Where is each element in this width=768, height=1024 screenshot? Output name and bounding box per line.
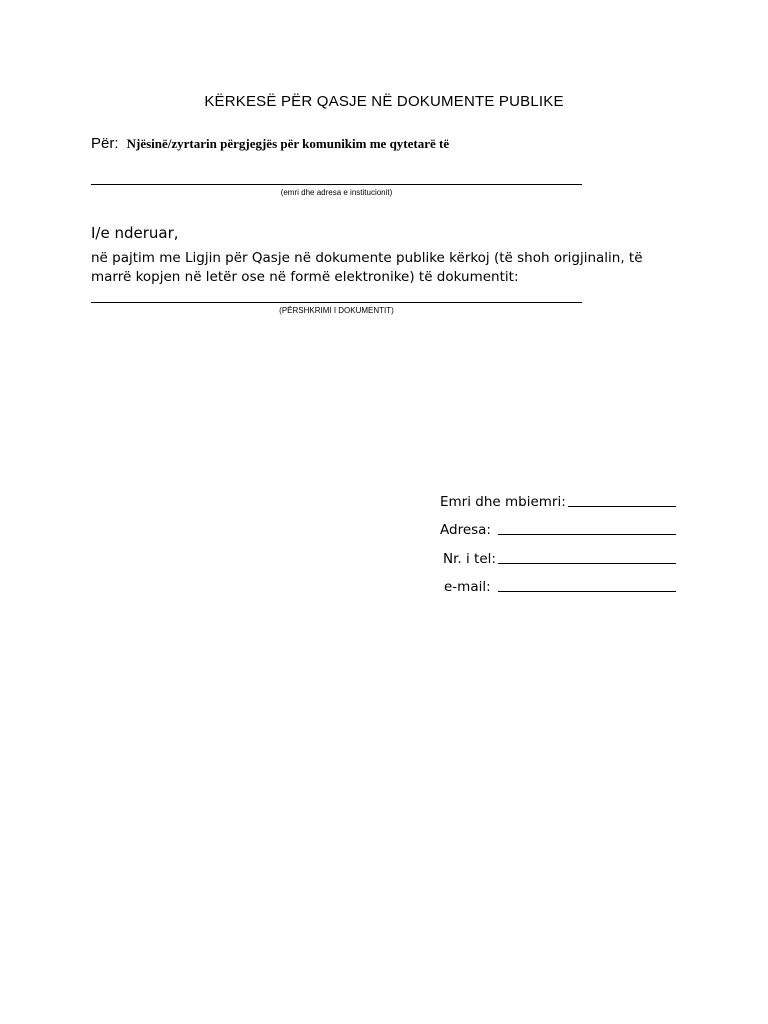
document-blank-line [91, 302, 582, 303]
signature-label-address: Adresa: [440, 522, 491, 538]
request-body: në pajtim me Ligjin për Qasje në dokumente publike kërkoj (të shoh origjinalin, të marrë kopjen në letër ose në formë elektronike) të dokumentit: [91, 250, 643, 285]
signature-field-phone [443, 551, 683, 567]
signature-blank-address [498, 534, 676, 535]
document-caption: (PËRSHKRIMI I DOKUMENTIT) [279, 306, 394, 315]
greeting: I/e nderuar, [91, 224, 179, 242]
document-title: KËRKESË PËR QASJE NË DOKUMENTE PUBLIKE [204, 93, 564, 110]
signature-label-email: e-mail: [444, 579, 491, 595]
signature-label-name: Emri dhe mbiemri: [440, 494, 566, 510]
signature-field-email [444, 579, 684, 595]
signature-label-phone: Nr. i tel: [443, 551, 496, 567]
signature-field-name [440, 494, 680, 510]
signature-blank-phone [498, 563, 676, 564]
signature-blank-email [498, 591, 676, 592]
institution-caption: (emri dhe adresa e institucionit) [280, 188, 393, 197]
institution-blank-line [91, 184, 582, 185]
recipient-text: Njësinë/zyrtarin përgjegjës për komunikim me qytetarë të [126, 136, 450, 151]
signature-blank-name [568, 506, 676, 507]
signature-field-address [440, 522, 680, 538]
recipient-label: Për: [91, 135, 119, 152]
recipient-line [91, 133, 449, 152]
